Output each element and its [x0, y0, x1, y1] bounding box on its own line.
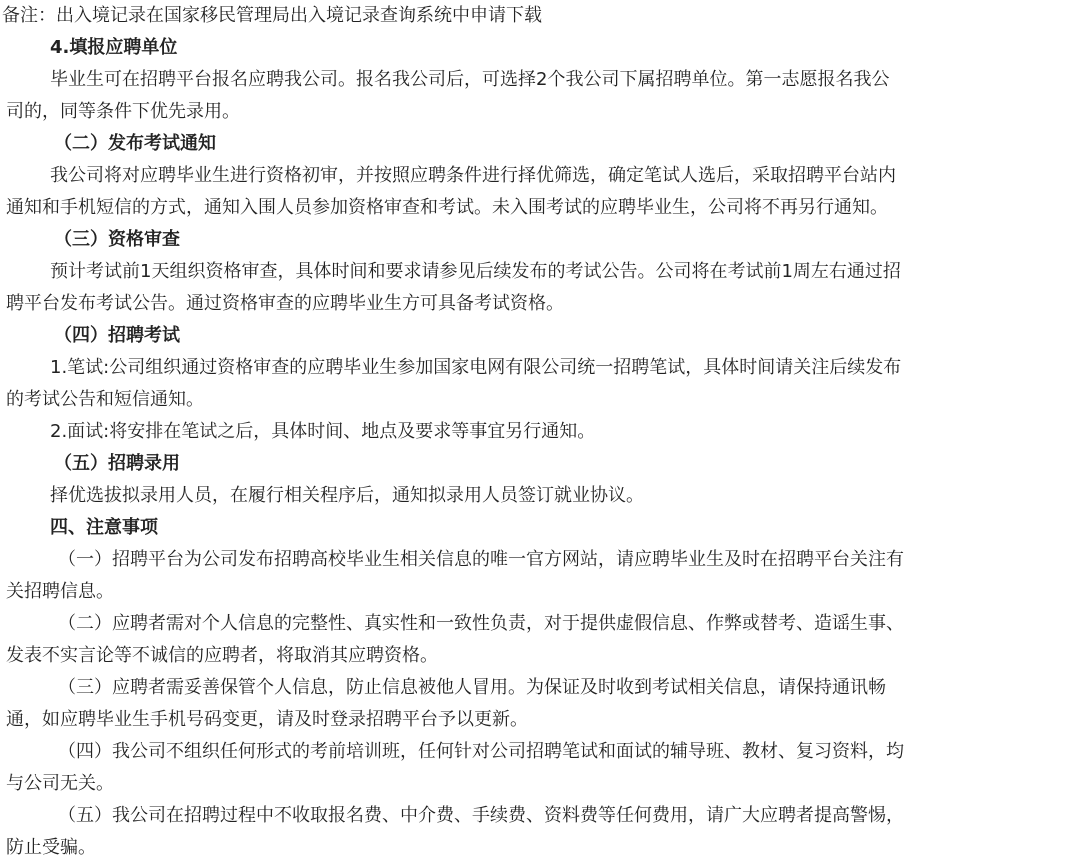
- note-line: 备注：出入境记录在国家移民管理局出入境记录查询系统中申请下载: [2, 5, 542, 26]
- paragraph-line: 我公司将对应聘毕业生进行资格初审，并按照应聘条件进行择优筛选，确定笔试人选后，采取招聘平台站内: [50, 165, 896, 186]
- heading-hiring: （五）招聘录用: [54, 453, 180, 474]
- notice-item-line: （一）招聘平台为公司发布招聘高校毕业生相关信息的唯一官方网站，请应聘毕业生及时在招聘平台关注有: [58, 549, 904, 570]
- paragraph-line: 1.笔试:公司组织通过资格审查的应聘毕业生参加国家电网有限公司统一招聘笔试，具体时间请关注后续发布: [50, 357, 902, 378]
- paragraph-line: 聘平台发布考试公告。通过资格审查的应聘毕业生方可具备考试资格。: [6, 293, 564, 314]
- notice-item-line: （四）我公司不组织任何形式的考前培训班，任何针对公司招聘笔试和面试的辅导班、教材、复习资料，均: [58, 741, 904, 762]
- heading-exam-notice: （二）发布考试通知: [54, 133, 216, 154]
- paragraph-line: 择优选拔拟录用人员，在履行相关程序后，通知拟录用人员签订就业协议。: [50, 485, 644, 506]
- notice-item-line: 防止受骗。: [6, 837, 96, 858]
- heading-qualification: （三）资格审查: [54, 229, 180, 250]
- paragraph-line: 的考试公告和短信通知。: [6, 389, 204, 410]
- heading-notices: 四、注意事项: [50, 517, 158, 538]
- notice-item-line: （二）应聘者需对个人信息的完整性、真实性和一致性负责，对于提供虚假信息、作弊或替考、造谣生事、: [58, 613, 904, 634]
- paragraph-line: 司的，同等条件下优先录用。: [6, 101, 240, 122]
- notice-item-line: 与公司无关。: [6, 773, 114, 794]
- notice-item-line: 发表不实言论等不诚信的应聘者，将取消其应聘资格。: [6, 645, 438, 666]
- notice-item-line: 关招聘信息。: [6, 581, 114, 602]
- heading-exam: （四）招聘考试: [54, 325, 180, 346]
- paragraph-line: 2.面试:将安排在笔试之后，具体时间、地点及要求等事宜另行通知。: [50, 421, 596, 442]
- heading-fill-employer: 4.填报应聘单位: [50, 37, 178, 58]
- paragraph-line: 预计考试前1天组织资格审查，具体时间和要求请参见后续发布的考试公告。公司将在考试前1周左右通过招: [50, 261, 901, 282]
- notice-item-line: 通，如应聘毕业生手机号码变更，请及时登录招聘平台予以更新。: [6, 709, 528, 730]
- paragraph-line: 通知和手机短信的方式，通知入围人员参加资格审查和考试。未入围考试的应聘毕业生，公司将不再另行通知。: [6, 197, 888, 218]
- paragraph-line: 毕业生可在招聘平台报名应聘我公司。报名我公司后，可选择2个我公司下属招聘单位。第一志愿报名我公: [50, 69, 890, 90]
- notice-item-line: （三）应聘者需妥善保管个人信息，防止信息被他人冒用。为保证及时收到考试相关信息，请保持通讯畅: [58, 677, 886, 698]
- notice-item-line: （五）我公司在招聘过程中不收取报名费、中介费、手续费、资料费等任何费用，请广大应聘者提高警惕，: [58, 805, 904, 826]
